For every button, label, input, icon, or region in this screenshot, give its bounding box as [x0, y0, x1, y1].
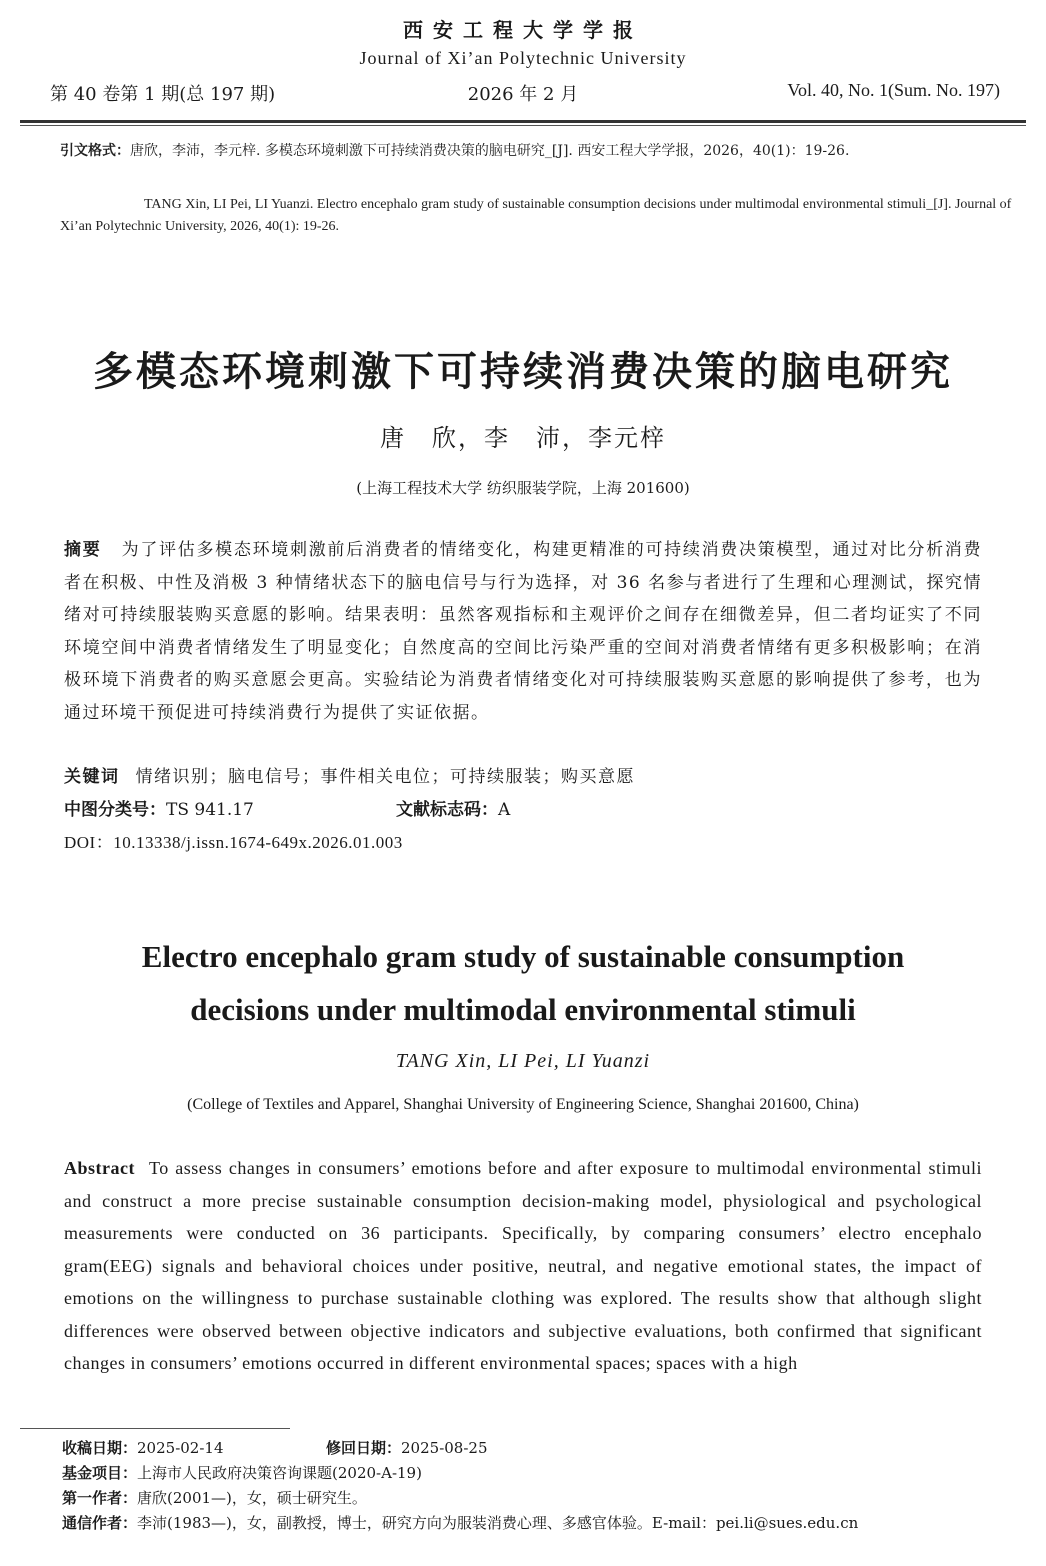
authors-en: TANG Xin, LI Pei, LI Yuanzi: [395, 1050, 651, 1072]
clc-number: [64, 795, 254, 820]
abstract-text-cn: 为了评估多模态环境刺激前后消费者的情绪变化，构建更精准的可持续消费决策模型，通过对比分析消费者在积极、中性及消极 3 种情绪状态下的脑电信号与行为选择，对 36 名参与者进行了生理和心理测试，探究情绪对可持续服装购买意愿的影响。结果表明：虽然客观指标和主观评价之间存在细微差异，但二者均证实了不同环境空间中消费者情绪发生了明显变化；自然度高的空间比污染严重的空间对消费者情绪有更多积极影响；在消极环境下消费者的购买意愿会更高。实验结论为消费者情绪变化对可持续服装购买意愿的影响提供了参考，也为通过环境干预促进可持续消费行为提供了实证依据。: [64, 540, 983, 723]
clc-value: TS 941.17: [166, 800, 254, 820]
header-rule-thin: [20, 125, 1026, 126]
citation-label: 引文格式：: [60, 143, 130, 159]
footnote-rule: [20, 1428, 290, 1429]
journal-title-cn: 西安工程大学学报: [403, 18, 643, 42]
title-en-line1: Electro encephalo gram study of sustainable consumption: [141, 939, 905, 974]
abstract-cn: [64, 534, 982, 729]
authors-cn: 唐 欣，李 沛，李元梓: [380, 424, 666, 452]
fund-project: [62, 1462, 422, 1483]
revised-date: [326, 1437, 488, 1458]
citation-cn: [60, 140, 1040, 162]
abstract-label-cn: 摘要: [64, 540, 102, 560]
first-author-label: 第一作者：: [62, 1489, 138, 1507]
header-rule-thick: [20, 120, 1026, 123]
received-label: 收稿日期：: [62, 1439, 138, 1457]
keywords-text-cn: 情绪识别；脑电信号；事件相关电位；可持续服装；购买意愿: [135, 767, 635, 787]
received-date: [62, 1437, 224, 1458]
issue-info-cn: 第 40 卷第 1 期(总 197 期): [50, 84, 276, 105]
article-title-cn: 多模态环境刺激下可持续消费决策的脑电研究: [93, 349, 953, 395]
abstract-en: [64, 1152, 982, 1380]
fund-value: 上海市人民政府决策咨询课题(2020-A-19): [137, 1464, 422, 1482]
keywords-label-cn: 关键词: [64, 767, 120, 787]
first-author: [62, 1487, 367, 1508]
journal-title-en: Journal of Xi’an Polytechnic University: [359, 48, 687, 68]
title-en-line2: decisions under multimodal environmental stimuli: [190, 992, 856, 1027]
issue-date: 2026 年 2 月: [467, 84, 579, 105]
affiliation-en: (College of Textiles and Apparel, Shanghai University of Engineering Science, Shanghai 201600, China): [187, 1096, 859, 1113]
article-title-en: [0, 930, 1046, 1036]
abstract-text-en: To assess changes in consumers’ emotions before and after exposure to multimodal environmental stimuli and construct a more precise sustainable consumption decision-making model, physiological and psychological measurements were conducted on 36 participants. Specifically, by comparing consumers’ electro encephalo gram(EEG) signals and behavioral choices under positive, neutral, and negative emotional states, the impact of emotions on the willingness to purchase sustainable clothing was explored. The results show that although slight differences were observed between objective indicators and subjective evaluations, both confirmed that significant changes in consumers’ emotions occurred in different environmental spaces; spaces with a high: [64, 1158, 982, 1373]
issue-info-en: Vol. 40, No. 1(Sum. No. 197): [787, 80, 1000, 100]
citation-en: TANG Xin, LI Pei, LI Yuanzi. Electro encephalo gram study of sustainable consumption decisions under multimodal environmental stimuli_[J]. Journal of Xi’an Polytechnic University, 2026, 40(1): 19-26.: [60, 197, 1012, 234]
document-code: [396, 795, 510, 820]
received-value: 2025-02-14: [137, 1439, 224, 1457]
document-code-label: 文献标志码：: [396, 800, 498, 820]
keywords-cn: [64, 762, 635, 787]
corresponding-value: 李沛(1983—)，女，副教授，博士，研究方向为服装消费心理、多感官体验。E-mail：pei.li@sues.edu.cn: [137, 1514, 859, 1532]
revised-label: 修回日期：: [326, 1439, 402, 1457]
citation-cn-text: 唐欣，李沛，李元梓. 多模态环境刺激下可持续消费决策的脑电研究_[J]. 西安工程大学学报，2026，40(1)：19-26.: [130, 143, 850, 159]
doi: DOI：10.13338/j.issn.1674-649x.2026.01.003: [64, 833, 403, 852]
clc-label: 中图分类号：: [64, 800, 166, 820]
abstract-label-en: Abstract: [64, 1158, 135, 1178]
fund-label: 基金项目：: [62, 1464, 138, 1482]
document-code-value: A: [498, 800, 511, 820]
revised-value: 2025-08-25: [401, 1439, 488, 1457]
first-author-value: 唐欣(2001—)，女，硕士研究生。: [137, 1489, 367, 1507]
corresponding-author: [62, 1512, 858, 1533]
corresponding-label: 通信作者：: [62, 1514, 138, 1532]
affiliation-cn: (上海工程技术大学 纺织服装学院，上海 201600): [356, 479, 690, 497]
